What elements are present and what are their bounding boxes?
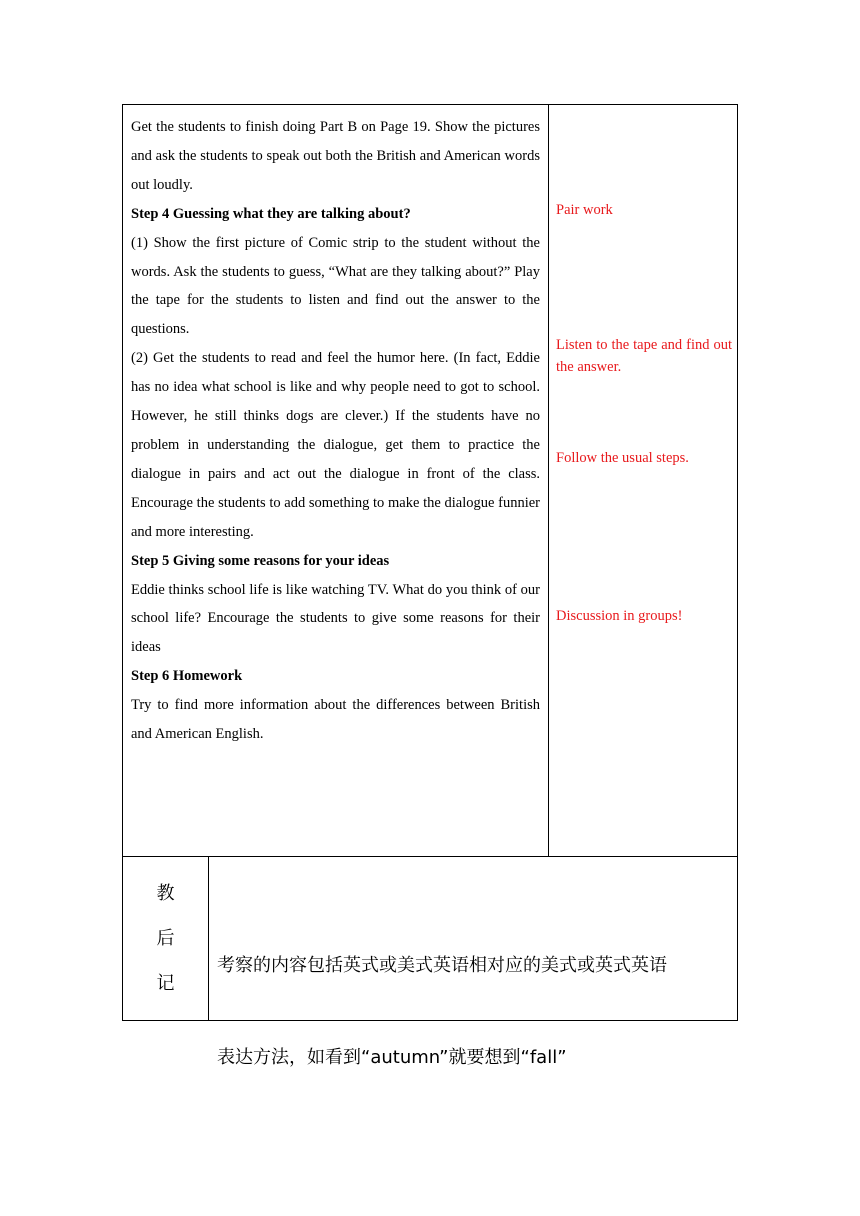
step-5-heading: Step 5 Giving some reasons for your ideas bbox=[131, 552, 390, 569]
step-4-heading: Step 4 Guessing what they are talking about? bbox=[131, 205, 411, 222]
reflection-line: 考察的内容包括英式或美式英语相对应的美式或英式英语 bbox=[217, 955, 667, 976]
label-char: 后 bbox=[156, 928, 175, 949]
reflection-table bbox=[122, 856, 738, 1068]
paragraph-step-4-2: (2) Get the students to read and feel the humor here. (In fact, Eddie has no idea what school is like and why people need to got to school. However, he still thinks dogs are clever.) If the students have no problem in understanding the dialogue, get them to practice the dialogue in pairs and act out the dialogue in front of the class. Encourage the students to add something to make the dialogue funnier and more interesting. bbox=[131, 350, 540, 540]
note-pair-work: Pair work bbox=[556, 202, 613, 218]
label-char: 教 bbox=[156, 883, 175, 904]
reflection-line: 表达方法，如看到“autumn”就要想到“fall” bbox=[217, 1047, 567, 1068]
note-discussion: Discussion in groups! bbox=[556, 608, 683, 624]
paragraph-step-6: Try to find more information about the differences between British and American English. bbox=[131, 697, 540, 743]
reflection-label bbox=[123, 879, 208, 1014]
paragraph-step-5: Eddie thinks school life is like watching TV. What do you think of our school life? Encourage the students to give some reasons for their ideas bbox=[131, 581, 540, 656]
paragraph-part-b: Get the students to finish doing Part B on Page 19. Show the pictures and ask the students to speak out both the British and American words out loudly. bbox=[131, 119, 540, 193]
note-follow-steps: Follow the usual steps. bbox=[556, 450, 689, 466]
lesson-steps-table bbox=[122, 104, 738, 856]
reflection-text bbox=[217, 897, 733, 1127]
procedure-column bbox=[131, 113, 540, 749]
step-6-heading: Step 6 Homework bbox=[131, 668, 243, 685]
column-divider bbox=[208, 857, 209, 1020]
label-char: 记 bbox=[156, 973, 175, 994]
paragraph-step-4-1: (1) Show the first picture of Comic strip to the student without the words. Ask the students to guess, “What are they talking about?” Play the tape for the students to listen and find out the answer to the questions. bbox=[131, 234, 540, 338]
note-listen: Listen to the tape and find out the answer. bbox=[556, 337, 732, 375]
column-divider bbox=[548, 105, 549, 856]
